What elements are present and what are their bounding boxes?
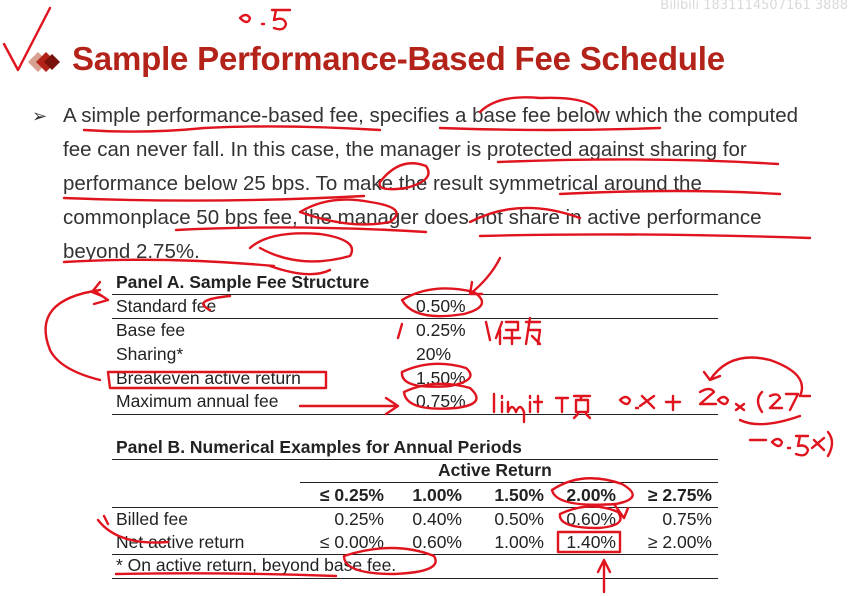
column-header: 2.00%: [566, 485, 616, 505]
slide-logo-icon: [24, 44, 64, 80]
table-cell: 0.40%: [412, 509, 462, 529]
table-cell: ≤ 0.00%: [319, 532, 384, 552]
panel-a-value: 0.50%: [416, 296, 466, 316]
table-cell: 0.60%: [412, 532, 462, 552]
panel-a-label: Base fee: [116, 320, 186, 340]
column-header: 1.00%: [412, 485, 462, 505]
panel-a-label: Standard fee: [116, 296, 217, 316]
panel-a-bottom-rule: [112, 414, 718, 415]
panel-a-row-rule: [112, 318, 718, 319]
watermark: Bilibili 1831114507161 3888: [660, 0, 848, 13]
panel-b-bottom-rule: [112, 578, 718, 579]
panel-b-heading: Panel B. Numerical Examples for Annual Periods: [116, 437, 522, 457]
footnote: * On active return, beyond base fee.: [116, 555, 397, 575]
column-header: ≤ 0.25%: [319, 485, 384, 505]
panel-b-header-rule: [112, 507, 718, 508]
table-cell: 0.50%: [494, 509, 544, 529]
bullet-arrow-icon: ➢: [32, 106, 48, 126]
table-cell: 0.75%: [662, 509, 712, 529]
panel-b-subheading: Active Return: [438, 460, 552, 480]
panel-a-heading: Panel A. Sample Fee Structure: [116, 272, 370, 292]
body-paragraph: A simple performance-based fee, specifies a base fee below which the computed fee can never fall. In this case, the manager is protected against sharing for performance below 25 bps. To make the result symmetrical around the commonplace 50 bps fee, the manager does not share in active performance beyond 2.75%.: [63, 104, 798, 263]
panel-b-row-label: Billed fee: [116, 509, 188, 529]
table-cell: 1.40%: [566, 532, 616, 552]
column-header: 1.50%: [494, 485, 544, 505]
panel-b-subheading-rule: [300, 482, 718, 483]
slide-title: Sample Performance-Based Fee Schedule: [72, 40, 725, 77]
panel-a-value: 0.25%: [416, 320, 466, 340]
panel-a-value: 20%: [416, 344, 452, 364]
table-cell: 0.60%: [566, 509, 616, 529]
table-cell: 1.00%: [494, 532, 544, 552]
panel-a-label: Breakeven active return: [116, 368, 301, 388]
table-cell: ≥ 2.00%: [647, 532, 712, 552]
table-cell: 0.25%: [334, 509, 384, 529]
panel-a-top-rule: [112, 294, 718, 295]
panel-a-label: Maximum annual fee: [116, 391, 279, 411]
panel-a-value: 0.75%: [416, 391, 466, 411]
panel-b-top-rule: [112, 459, 718, 460]
panel-a-label: Sharing*: [116, 344, 184, 364]
panel-b-row-label: Net active return: [116, 532, 245, 552]
column-header: ≥ 2.75%: [647, 485, 712, 505]
panel-a-value: 1.50%: [416, 368, 466, 388]
